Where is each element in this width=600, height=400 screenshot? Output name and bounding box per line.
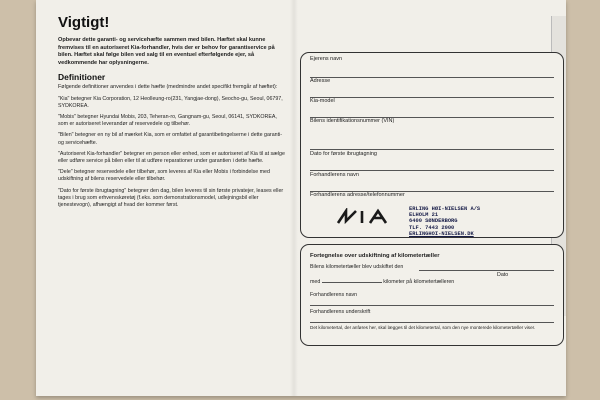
stamp-phone: TLF. 7443 2000: [409, 224, 455, 231]
address-label: Adresse: [310, 78, 331, 84]
intro-paragraph: Opbevar dette garanti- og servicehæfte sammen med bilen. Hæftet skal kunne fremvises til en autoriseret Kia-forhandler, hvis der er behov for garantiservice på bilen. Hæftet skal følge bilen ved salg til en eventuel efterfølgende ejer, så vedkommende har oplysningerne.: [58, 37, 275, 66]
stamp-website: ERLINGHOI-NIELSEN.DK: [409, 230, 474, 237]
odometer-with-prefix: med: [310, 279, 321, 285]
definition-first-use: "Dato for første ibrugtagning" betegner den dag, bilen leveres til sin første privatejer, leases eller tages i brug som erhvervskøretøj (f.eks. som demonstrationsmodel, udlejningsbil eller tjenestevogn), afhængigt af hvad der kommer først.: [58, 187, 284, 209]
odometer-title: Fortegnelse over udskiftning af kilometertæller: [310, 253, 440, 259]
definition-dele: "Dele" betegner reservedele eller tilbehør, som leveres af Kia eller Mobis i forbindelse med udskiftning af bilens reservedele eller tilbehør.: [58, 169, 270, 183]
kia-model-field[interactable]: [310, 99, 554, 118]
first-use-date-field[interactable]: [310, 152, 554, 171]
odometer-dealer-signature-label: Forhandlerens underskrift: [310, 309, 371, 315]
owner-name-field[interactable]: [310, 57, 554, 78]
definition-kia: "Kia" betegner Kia Corporation, 12 Heolleung-ro(231, Yangjae-dong), Seocho-gu, Seoul, 06797, SYDKOREA.: [58, 95, 283, 109]
definitions-intro: Følgende definitioner anvendes i dette hæfte (medmindre andet specifikt fremgår af hæftet):: [58, 84, 278, 91]
dealer-name-label: Forhandlerens navn: [310, 172, 359, 178]
odometer-dealer-name-line[interactable]: [310, 305, 554, 306]
odometer-km-line[interactable]: [322, 282, 382, 283]
stamp-company: ERLING HØI-NIELSEN A/S: [409, 206, 481, 212]
address-field[interactable]: [310, 79, 554, 98]
odometer-date-label: Dato: [497, 272, 509, 278]
kia-model-label: Kia-model: [310, 98, 335, 104]
dealer-name-field[interactable]: [310, 173, 554, 192]
owner-name-label: Ejerens navn: [310, 56, 343, 62]
odometer-replaced-label: Bilens kilometertæller blev udskiftet den: [310, 264, 404, 270]
vin-field[interactable]: [310, 119, 554, 150]
page-title: Vigtigt!: [58, 14, 110, 31]
first-use-date-label: Dato for første ibrugtagning: [310, 151, 377, 157]
kia-logo: [336, 208, 400, 226]
definitions-heading: Definitioner: [58, 72, 106, 83]
odometer-dealer-signature-line[interactable]: [310, 322, 554, 323]
odometer-replaced-date-line[interactable]: [419, 270, 554, 271]
dealer-address-label: Forhandlerens adresse/telefonnummer: [310, 192, 405, 198]
definition-mobis: "Mobis" betegner Hyundai Mobis, 203, Teheran-ro, Gangnam-gu, Seoul, 06141, SYDKOREA, som er autoriseret leverandør af reservedele og tilbehør.: [58, 113, 277, 128]
stamp-street: ELHOLM 21: [409, 212, 439, 219]
booklet-spine: [290, 0, 298, 396]
odometer-km-row: [310, 279, 554, 285]
definition-dealer: "Autoriseret Kia-forhandler" betegner en person eller enhed, som er autoriseret af Kia til at sælge eller udføre service på bilen eller til at udføre reparationer under garantien i dette hæfte.: [58, 150, 285, 164]
dealer-stamp: [409, 206, 480, 237]
definition-bilen: "Bilen" betegner en ny bil af mærket Kia, som er omfattet af garantibetingelserne i dette garanti- og servicehæfte.: [58, 132, 282, 146]
odometer-footnote: Det kilometertal, der anføres her, skal lægges til det kilometertal, som den nye monterede kilometertæller viser.: [310, 325, 536, 330]
odometer-box: [300, 244, 564, 346]
vin-label: Bilens identifikationsnummer (VIN): [310, 118, 395, 124]
odometer-dealer-name-label: Forhandlerens navn: [310, 292, 358, 298]
stamp-city: 6400 SØNDERBORG: [409, 218, 458, 225]
left-page: [58, 14, 288, 213]
odometer-with-suffix: kilometer på kilometertælleren: [383, 279, 455, 285]
service-booklet: [36, 0, 566, 396]
owner-form-box: [300, 52, 564, 238]
